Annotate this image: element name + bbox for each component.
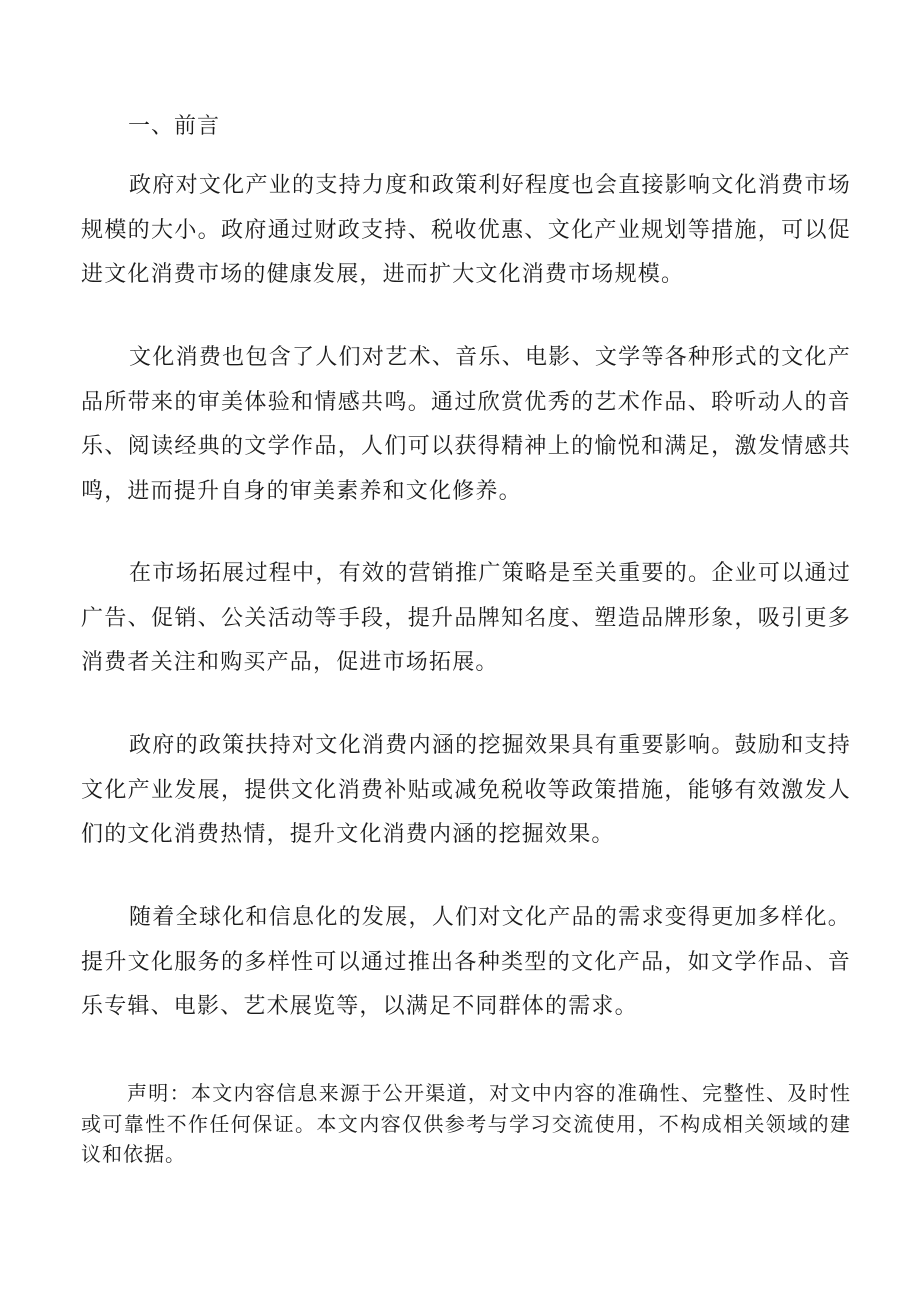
paragraph-policy-support: 政府的政策扶持对文化消费内涵的挖掘效果具有重要影响。鼓励和支持文化产业发展，提供文化消费补贴或减免税收等政策措施，能够有效激发人们的文化消费热情，提升文化消费内涵的挖掘效果。 <box>81 733 851 847</box>
paragraph-policy-market-scale: 政府对文化产业的支持力度和政策利好程度也会直接影响文化消费市场规模的大小。政府通过财政支持、税收优惠、文化产业规划等措施，可以促进文化消费市场的健康发展，进而扩大文化消费市场规模。 <box>81 173 851 287</box>
paragraph-marketing-strategy: 在市场拓展过程中，有效的营销推广策略是至关重要的。企业可以通过广告、促销、公关活动等手段，提升品牌知名度、塑造品牌形象，吸引更多消费者关注和购买产品，促进市场拓展。 <box>81 561 851 675</box>
paragraph-service-diversity: 随着全球化和信息化的发展，人们对文化产品的需求变得更加多样化。提升文化服务的多样性可以通过推出各种类型的文化产品，如文学作品、音乐专辑、电影、艺术展览等，以满足不同群体的需求。 <box>81 905 851 1019</box>
paragraph-aesthetic-experience: 文化消费也包含了人们对艺术、音乐、电影、文学等各种形式的文化产品所带来的审美体验和情感共鸣。通过欣赏优秀的艺术作品、聆听动人的音乐、阅读经典的文学作品，人们可以获得精神上的愉悦和满足，激发情感共鸣，进而提升自身的审美素养和文化修养。 <box>81 345 851 504</box>
section-heading: 一、前言 <box>128 114 221 139</box>
disclaimer-notice: 声明：本文内容信息来源于公开渠道，对文中内容的准确性、完整性、及时性或可靠性不作任何保证。本文内容仅供参考与学习交流使用，不构成相关领域的建议和依据。 <box>81 1081 851 1166</box>
